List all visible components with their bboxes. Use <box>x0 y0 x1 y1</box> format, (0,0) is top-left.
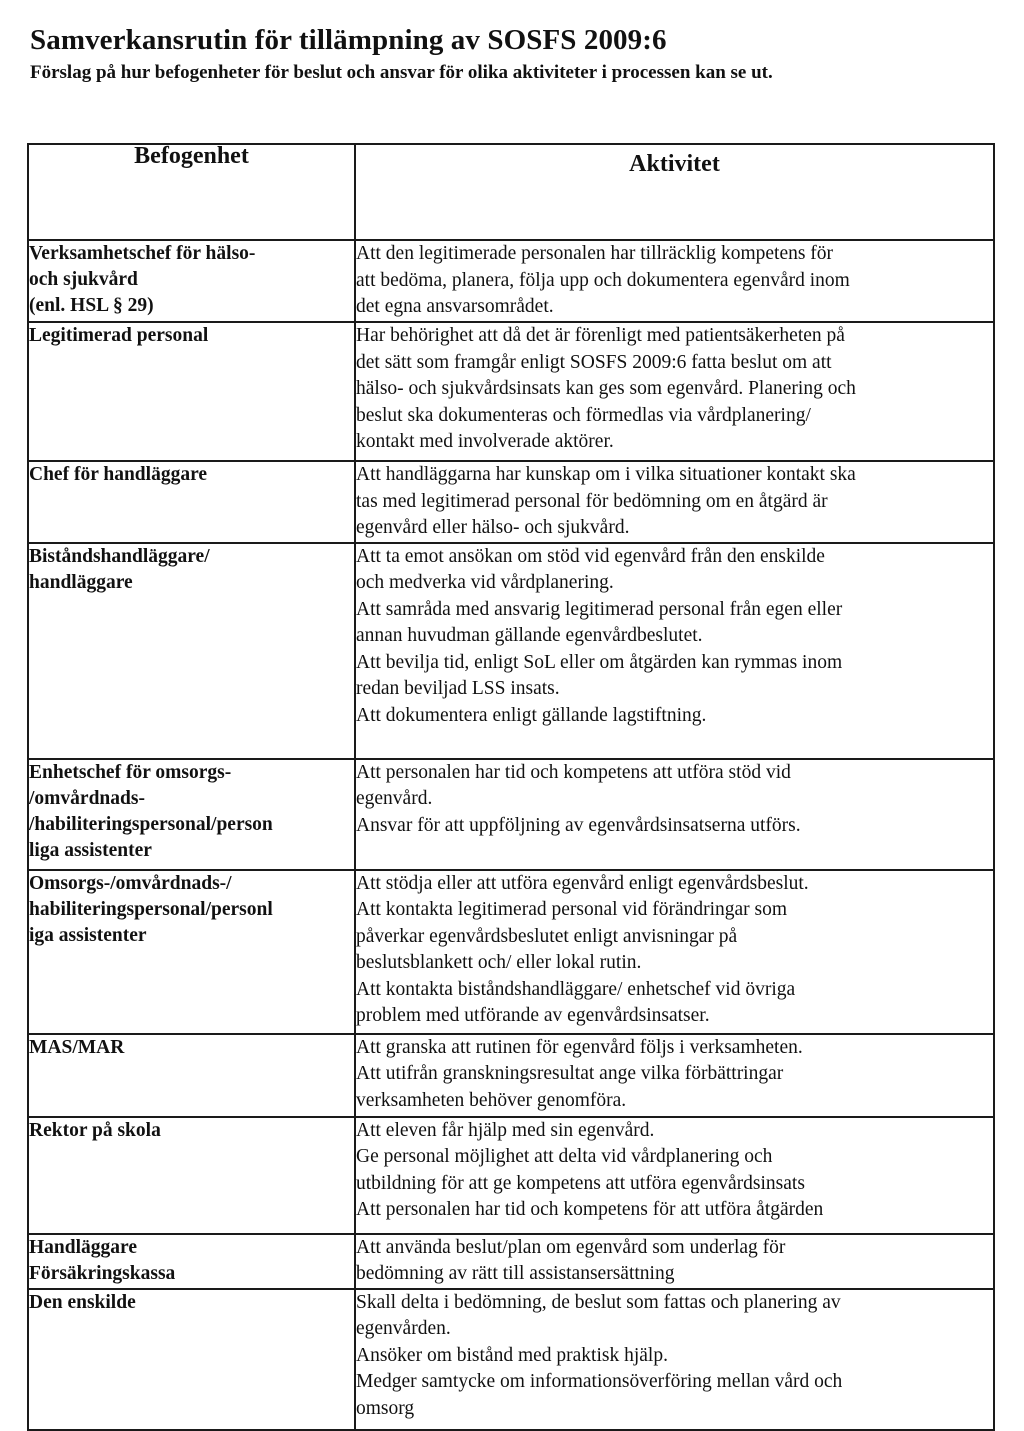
activity-line: Att samråda med ansvarig legitimerad personal från egen eller <box>356 598 843 620</box>
activity-line: omsorg <box>356 1397 415 1419</box>
activity-line: Ansvar för att uppföljning av egenvårdsinsatserna utförs. <box>356 814 801 836</box>
role-cell: Handläggare Försäkringskassa <box>28 1234 355 1289</box>
page-subtitle: Förslag på hur befogenheter för beslut och ansvar för olika aktiviteter i processen kan se ut. <box>30 62 773 83</box>
activity-line: Att den legitimerade personalen har tillräcklig kompetens för <box>356 243 834 264</box>
activity-cell <box>355 759 994 870</box>
activity-line: Ansöker om bistånd med praktisk hjälp. <box>356 1344 668 1366</box>
activity-cell <box>355 240 994 322</box>
activity-line: bedömning av rätt till assistansersättning <box>356 1263 675 1284</box>
role-cell: MAS/MAR <box>28 1034 355 1117</box>
header-role-label: Befogenhet <box>134 143 249 169</box>
activity-line: Att eleven får hjälp med sin egenvård. <box>356 1119 655 1141</box>
role-cell: Rektor på skola <box>28 1117 355 1234</box>
activity-line: Att granska att rutinen för egenvård följs i verksamheten. <box>356 1036 803 1058</box>
activity-line: Medger samtycke om informationsöverföring mellan vård och <box>356 1371 843 1392</box>
activity-line: Att kontakta legitimerad personal vid förändringar som <box>356 899 788 920</box>
activity-line: det sätt som framgår enligt SOSFS 2009:6 fatta beslut om att <box>356 351 832 373</box>
role-cell: Omsorgs-/omvårdnads-/ habiliteringspersonal/personl iga assistenter <box>28 870 355 1034</box>
activity-line: Ge personal möjlighet att delta vid vårdplanering och <box>356 1146 773 1167</box>
activity-line: beslut ska dokumenteras och förmedlas via vårdplanering/ <box>356 404 811 426</box>
activity-line: redan beviljad LSS insats. <box>356 678 560 699</box>
activity-line: Skall delta i bedömning, de beslut som fattas och planering av <box>356 1291 841 1313</box>
role-cell: Legitimerad personal <box>28 322 355 461</box>
activity-line: påverkar egenvårdsbeslutet enligt anvisningar på <box>356 925 738 947</box>
activity-line: att bedöma, planera, följa upp och dokumentera egenvård inom <box>356 269 850 291</box>
role-cell: Enhetschef för omsorgs- /omvårdnads- /habiliteringspersonal/person liga assistenter <box>28 759 355 870</box>
activity-cell <box>355 1117 994 1234</box>
activity-line: Att stödja eller att utföra egenvård enligt egenvårdsbeslut. <box>356 872 809 894</box>
activity-line: egenvård. <box>356 788 433 809</box>
activity-line: Att handläggarna har kunskap om i vilka situationer kontakt ska <box>356 464 856 485</box>
table-row <box>28 1117 994 1234</box>
table-row <box>28 759 994 870</box>
activity-line: utbildning för att ge kompetens att utföra egenvårdsinsats <box>356 1172 805 1194</box>
activity-line: beslutsblankett och/ eller lokal rutin. <box>356 952 642 973</box>
activity-line: det egna ansvarsområdet. <box>356 296 554 317</box>
table-row <box>28 543 994 759</box>
activity-line: egenvården. <box>356 1318 451 1339</box>
activity-line: och medverka vid vårdplanering. <box>356 572 614 593</box>
header-activity-label: Aktivitet <box>629 151 720 177</box>
header-activity <box>355 144 994 240</box>
activity-cell <box>355 1289 994 1430</box>
table-row <box>28 240 994 322</box>
activity-line: Har behörighet att då det är förenligt med patientsäkerheten på <box>356 325 845 346</box>
activity-line: Att ta emot ansökan om stöd vid egenvård från den enskilde <box>356 545 825 567</box>
activity-line: Att bevilja tid, enligt SoL eller om åtgärden kan rymmas inom <box>356 651 843 673</box>
activity-line: Att använda beslut/plan om egenvård som underlag för <box>356 1236 786 1258</box>
table-row <box>28 1234 994 1289</box>
table-body <box>28 240 994 1430</box>
responsibility-table <box>27 143 995 1431</box>
role-cell: Den enskilde <box>28 1289 355 1430</box>
page-title: Samverkansrutin för tillämpning av SOSFS 2009:6 <box>30 24 667 56</box>
activity-line: egenvård eller hälso- och sjukvård. <box>356 517 630 538</box>
activity-cell <box>355 1034 994 1117</box>
activity-line: hälso- och sjukvårdsinsats kan ges som egenvård. Planering och <box>356 378 856 399</box>
table-row <box>28 1034 994 1117</box>
activity-line: Att personalen har tid och kompetens för att utföra åtgärden <box>356 1199 824 1220</box>
role-cell: Verksamhetschef för hälso- och sjukvård (enl. HSL § 29) <box>28 240 355 322</box>
activity-line: Att dokumentera enligt gällande lagstiftning. <box>356 704 707 726</box>
table-row <box>28 870 994 1034</box>
activity-line: tas med legitimerad personal för bedömning om en åtgärd är <box>356 490 828 512</box>
activity-cell <box>355 461 994 543</box>
table-row <box>28 1289 994 1430</box>
activity-line: annan huvudman gällande egenvårdbeslutet. <box>356 625 703 646</box>
table-row <box>28 322 994 461</box>
header-role <box>28 144 355 240</box>
activity-line: Att personalen har tid och kompetens att utföra stöd vid <box>356 761 791 783</box>
activity-cell <box>355 322 994 461</box>
table-header-row <box>28 144 994 240</box>
activity-line: Att kontakta biståndshandläggare/ enhetschef vid övriga <box>356 978 796 1000</box>
activity-line: verksamheten behöver genomföra. <box>356 1089 627 1111</box>
activity-cell <box>355 543 994 759</box>
activity-cell <box>355 1234 994 1289</box>
role-cell: Chef för handläggare <box>28 461 355 543</box>
table-row <box>28 461 994 543</box>
activity-line: problem med utförande av egenvårdsinsatser. <box>356 1005 710 1026</box>
activity-line: kontakt med involverade aktörer. <box>356 431 614 452</box>
activity-line: Att utifrån granskningsresultat ange vilka förbättringar <box>356 1063 784 1084</box>
activity-cell <box>355 870 994 1034</box>
role-cell: Biståndshandläggare/ handläggare <box>28 543 355 759</box>
